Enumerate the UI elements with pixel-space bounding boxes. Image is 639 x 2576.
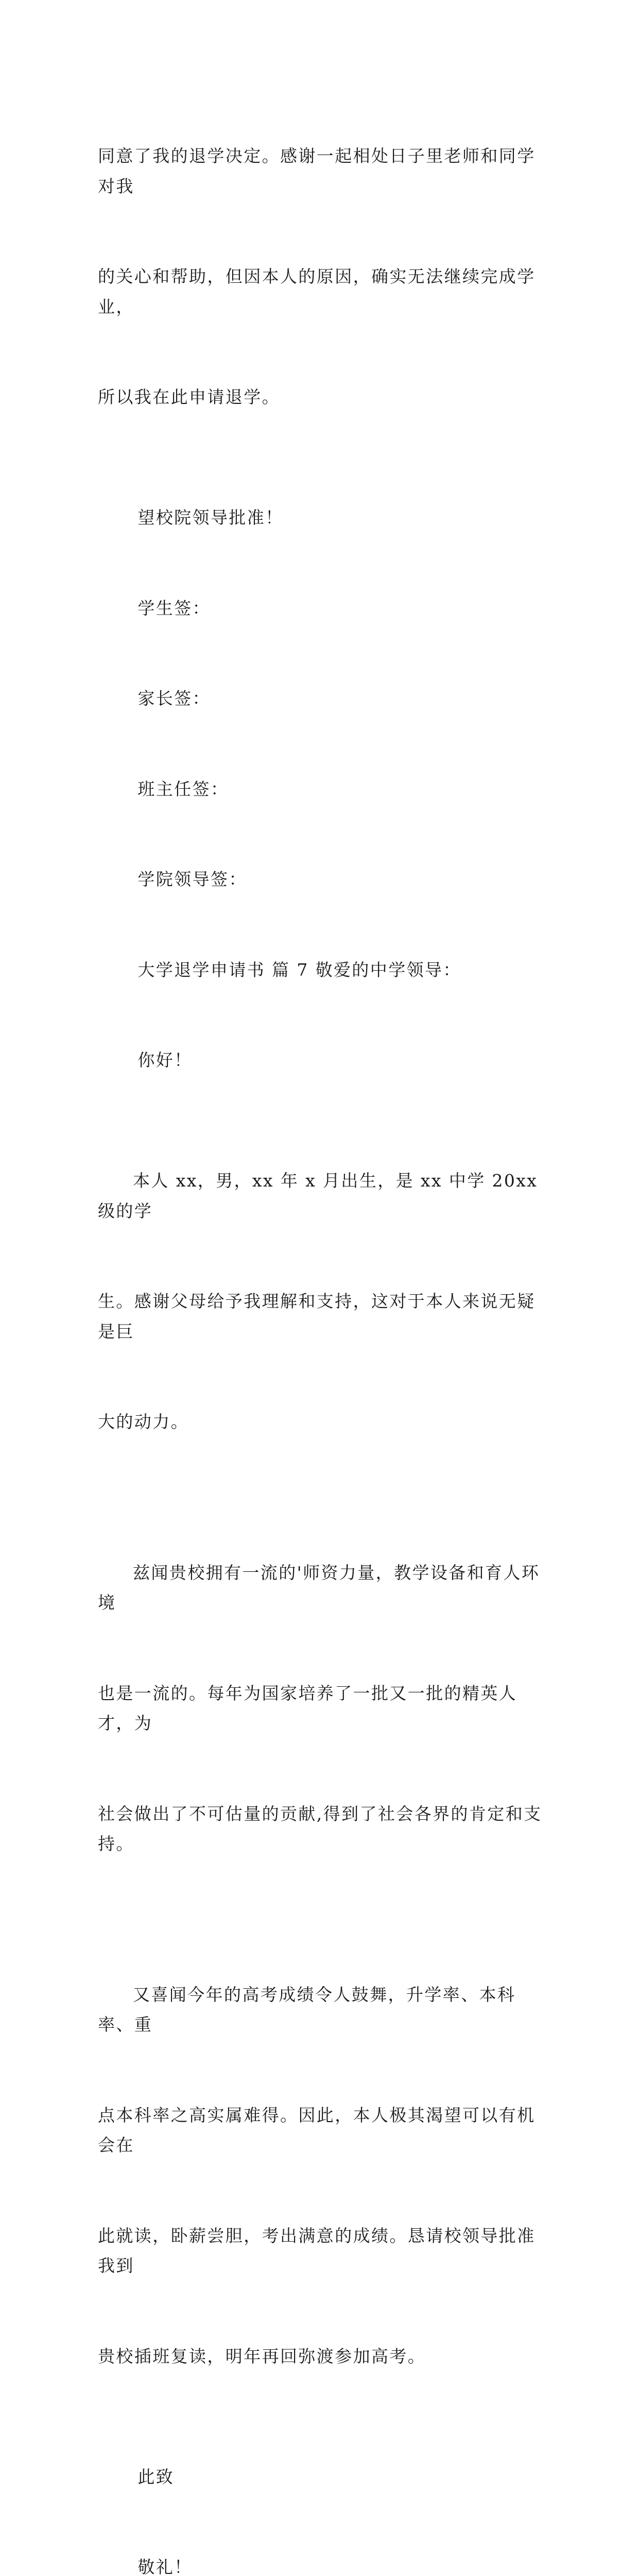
section-heading <box>98 925 551 1015</box>
document-page <box>0 0 639 904</box>
text-line: 社会做出了不可估量的贡献,得到了社会各界的肯定和支持。 <box>98 1799 551 1859</box>
signature-parent <box>98 654 551 744</box>
text-line: 学生签： <box>137 598 211 618</box>
text-line: 此致 <box>137 2467 174 2487</box>
text-line: 同意了我的退学决定。感谢一起相处日子里老师和同学对我 <box>98 141 551 201</box>
text-line: 大学退学申请书 篇 7 敬爱的中学领导： <box>137 960 461 980</box>
text-line: 望校院领导批准！ <box>137 507 283 528</box>
text-line: 你好！ <box>137 1050 192 1070</box>
text-line: 生。感谢父母给予我理解和支持，这对于本人来说无疑是巨 <box>98 1286 551 1347</box>
text-line: 班主任签： <box>137 779 229 799</box>
closing-salutation <box>98 2432 551 2522</box>
text-line: 兹闻贵校拥有一流的'师资力量，教学设备和育人环境 <box>98 1558 551 1618</box>
paragraph-self-intro <box>98 1106 551 1498</box>
text-line: 学院领导签： <box>137 869 247 889</box>
text-line: 大的动力。 <box>98 1407 551 1437</box>
text-line: 家长签： <box>137 688 211 708</box>
text-line: 也是一流的。每年为国家培养了一批又一批的精英人才，为 <box>98 1679 551 1739</box>
text-line: 贵校插班复读，明年再回弥渡参加高考。 <box>98 2342 551 2372</box>
signature-college-leader <box>98 835 551 925</box>
text-line: 敬礼！ <box>137 2557 192 2576</box>
text-line: 此就读，卧薪尝胆，考出满意的成绩。恳请校领导批准我到 <box>98 2221 551 2281</box>
closing-regards <box>98 2522 551 2576</box>
paragraph-exam-results <box>98 1920 551 2432</box>
text-line: 又喜闻今年的高考成绩令人鼓舞，升学率、本科率、重 <box>98 1980 551 2040</box>
greeting <box>98 1015 551 1106</box>
paragraph-school-praise <box>98 1498 551 1920</box>
signature-head-teacher <box>98 744 551 835</box>
document-body <box>98 81 551 2576</box>
text-line: 的关心和帮助，但因本人的原因，确实无法继续完成学业， <box>98 262 551 322</box>
text-line: 点本科率之高实属难得。因此，本人极其渴望可以有机会在 <box>98 2100 551 2161</box>
text-line: 本人 xx，男，xx 年 x 月出生，是 xx 中学 20xx 级的学 <box>98 1166 551 1226</box>
paragraph-request-approval <box>98 473 551 564</box>
signature-student <box>98 563 551 654</box>
text-line: 所以我在此申请退学。 <box>98 382 551 413</box>
paragraph-intro <box>98 81 551 473</box>
